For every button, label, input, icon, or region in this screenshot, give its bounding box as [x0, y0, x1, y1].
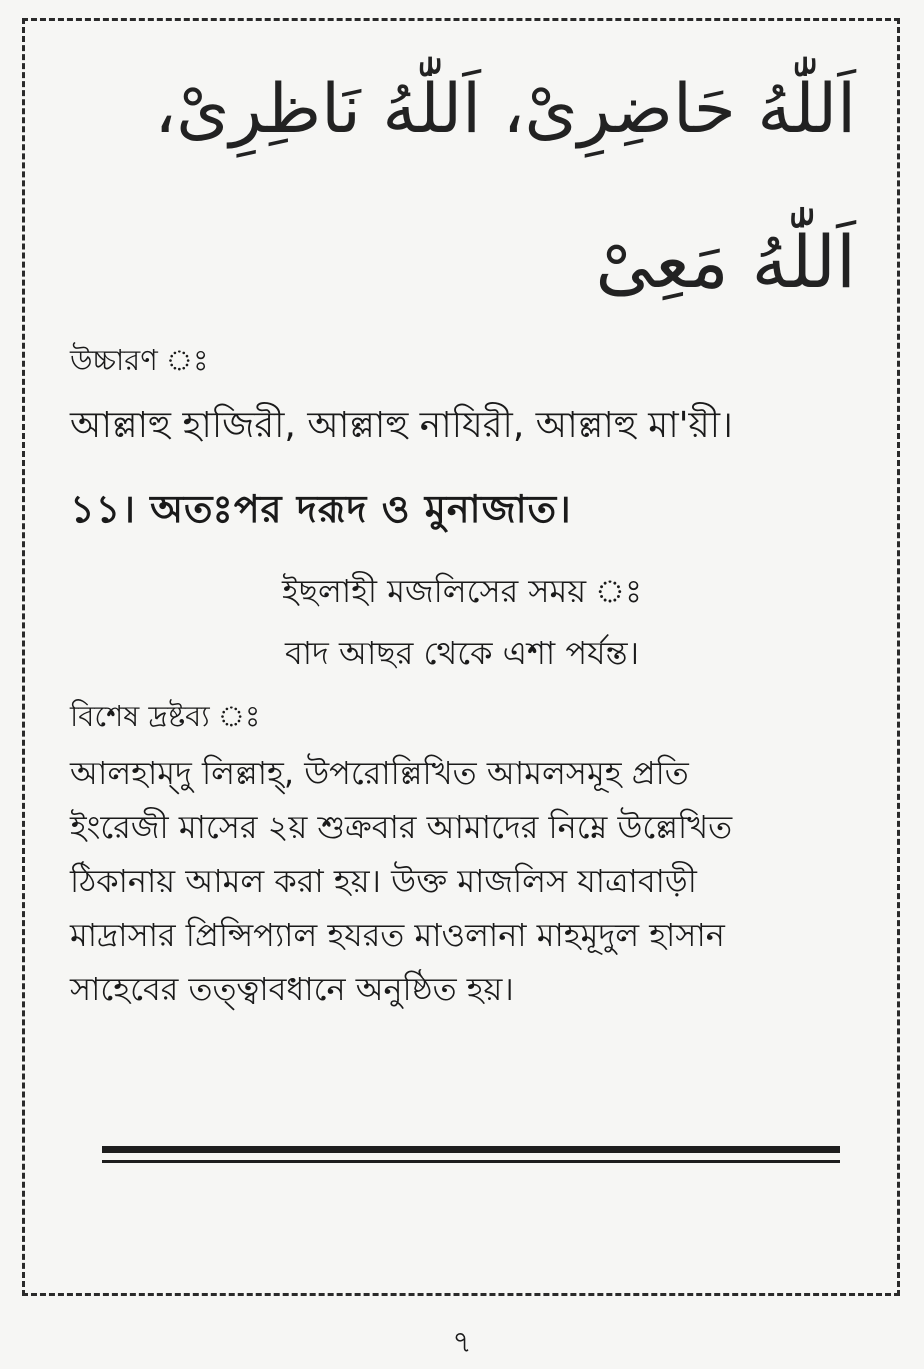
- note-line: মাদ্রাসার প্রিন্সিপ্যাল হযরত মাওলানা মাহমূদুল হাসান: [70, 916, 725, 954]
- schedule-title: ইছলাহী মজলিসের সময় ঃ: [281, 572, 643, 610]
- step-heading: ১১। অতঃপর দরূদ ও মুনাজাত।: [70, 487, 572, 531]
- note-line: আলহাম্‌দু লিল্লাহ্‌, উপরোল্লিখিত আমলসমূহ প্রতি: [70, 754, 689, 792]
- note-line: ইংরেজী মাসের ২য় শুক্রবার আমাদের নিম্নে উল্লেখিত: [70, 808, 733, 846]
- arabic-dua-line-1: اَللّٰهُ حَاضِرِىْ، اَللّٰهُ نَاظِرِىْ،: [154, 70, 856, 149]
- pronunciation-text: আল্লাহু হাজিরী, আল্লাহু নাযিরী, আল্লাহু মা'য়ী।: [70, 405, 733, 446]
- note-label: বিশেষ দ্রষ্টব্য ঃ: [70, 699, 261, 733]
- note-line: সাহেবের তত্ত্বাবধানে অনুষ্ঠিত হয়।: [70, 970, 514, 1008]
- pronunciation-label: উচ্চারণ ঃ: [70, 343, 209, 377]
- divider-thin: [102, 1160, 840, 1163]
- arabic-dua-line-2: اَللّٰهُ مَعِىْ: [595, 220, 856, 304]
- divider-thick: [102, 1146, 840, 1153]
- page-number: ৭: [452, 1325, 472, 1360]
- note-line: ঠিকানায় আমল করা হয়। উক্ত মাজলিস যাত্রাবাড়ী: [70, 862, 697, 900]
- schedule-time: বাদ আছর থেকে এশা পর্যন্ত।: [284, 634, 640, 672]
- note-paragraph: [70, 746, 860, 1016]
